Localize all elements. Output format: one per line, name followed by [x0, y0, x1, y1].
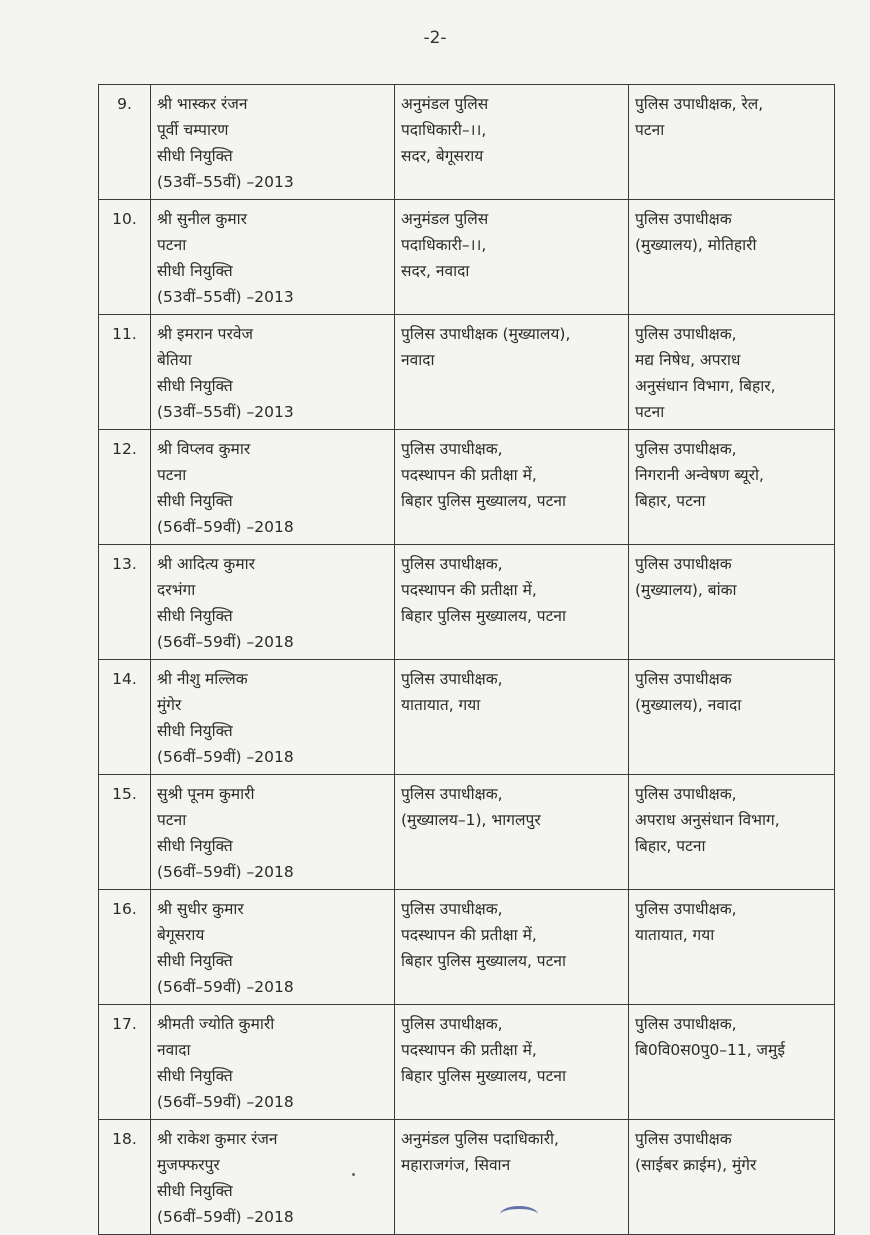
new-posting-cell — [629, 660, 835, 775]
new-posting-cell — [629, 1120, 835, 1235]
new-posting-line: (मुख्यालय), बांका — [635, 581, 737, 599]
current-posting-line: अनुमंडल पुलिस पदाधिकारी, — [401, 1130, 559, 1148]
new-posting-line: बिहार, पटना — [635, 492, 706, 510]
officer-name-line: श्री विप्लव कुमार — [157, 440, 251, 458]
new-posting-line: अनुसंधान विभाग, बिहार, — [635, 377, 776, 395]
new-posting-line: बिहार, पटना — [635, 837, 706, 855]
officer-name-line: (56वीं–59वीं) –2018 — [157, 748, 294, 766]
new-posting-line: पुलिस उपाधीक्षक — [635, 210, 732, 228]
table-row — [99, 890, 835, 1005]
table-row — [99, 430, 835, 545]
new-posting-line: पुलिस उपाधीक्षक, — [635, 900, 737, 918]
new-posting-line: पटना — [635, 403, 665, 421]
officer-name-cell — [151, 1005, 395, 1120]
current-posting-line: अनुमंडल पुलिस — [401, 210, 489, 228]
officer-name-line: पटना — [157, 236, 187, 254]
current-posting-line: बिहार पुलिस मुख्यालय, पटना — [401, 952, 567, 970]
current-posting-cell — [395, 85, 629, 200]
new-posting-cell — [629, 200, 835, 315]
new-posting-line: बि0वि0स0पु0–11, जमुई — [635, 1041, 785, 1059]
officer-name-line: श्री राकेश कुमार रंजन — [157, 1130, 278, 1148]
officer-name-line: (56वीं–59वीं) –2018 — [157, 1093, 294, 1111]
officer-name-line: सुश्री पूनम कुमारी — [157, 785, 255, 803]
table-row — [99, 545, 835, 660]
serial-number-cell: 16. — [99, 890, 151, 1005]
officer-name-line: (56वीं–59वीं) –2018 — [157, 1208, 294, 1226]
current-posting-line: पुलिस उपाधीक्षक, — [401, 785, 503, 803]
current-posting-line: नवादा — [401, 351, 435, 369]
officer-name-line: पूर्वी चम्पारण — [157, 121, 229, 139]
current-posting-line: पदस्थापन की प्रतीक्षा में, — [401, 466, 537, 484]
signature-mark — [500, 1206, 538, 1223]
officer-name-line: (56वीं–59वीं) –2018 — [157, 978, 294, 996]
officer-name-line: श्री आदित्य कुमार — [157, 555, 255, 573]
transfer-order-table — [98, 84, 835, 1235]
officer-name-cell — [151, 545, 395, 660]
new-posting-line: पुलिस उपाधीक्षक — [635, 1130, 732, 1148]
current-posting-line: सदर, बेगूसराय — [401, 147, 484, 165]
officer-name-line: श्री इमरान परवेज — [157, 325, 253, 343]
current-posting-line: पुलिस उपाधीक्षक, — [401, 670, 503, 688]
officer-name-cell — [151, 85, 395, 200]
new-posting-cell — [629, 890, 835, 1005]
serial-number-cell: 12. — [99, 430, 151, 545]
current-posting-line: पदाधिकारी–।।, — [401, 121, 487, 139]
serial-number-cell: 14. — [99, 660, 151, 775]
officer-name-cell — [151, 430, 395, 545]
new-posting-line: मद्य निषेध, अपराध — [635, 351, 741, 369]
officer-name-line: श्री सुनील कुमार — [157, 210, 247, 228]
table-row — [99, 660, 835, 775]
current-posting-line: बिहार पुलिस मुख्यालय, पटना — [401, 1067, 567, 1085]
new-posting-line: पुलिस उपाधीक्षक, — [635, 1015, 737, 1033]
new-posting-cell — [629, 85, 835, 200]
scan-speck — [352, 1173, 355, 1176]
current-posting-cell — [395, 430, 629, 545]
current-posting-line: पुलिस उपाधीक्षक, — [401, 1015, 503, 1033]
officer-name-line: सीधी नियुक्ति — [157, 377, 233, 395]
officer-name-line: (56वीं–59वीं) –2018 — [157, 633, 294, 651]
officer-name-line: सीधी नियुक्ति — [157, 1067, 233, 1085]
officer-name-cell — [151, 315, 395, 430]
current-posting-cell — [395, 545, 629, 660]
new-posting-cell — [629, 430, 835, 545]
officer-name-line: सीधी नियुक्ति — [157, 147, 233, 165]
current-posting-line: पुलिस उपाधीक्षक, — [401, 440, 503, 458]
officer-name-line: बेतिया — [157, 351, 192, 369]
officer-name-line: पटना — [157, 466, 187, 484]
current-posting-line: यातायात, गया — [401, 696, 481, 714]
officer-name-cell — [151, 775, 395, 890]
new-posting-line: निगरानी अन्वेषण ब्यूरो, — [635, 466, 764, 484]
current-posting-line: अनुमंडल पुलिस — [401, 95, 489, 113]
officer-name-cell — [151, 660, 395, 775]
officer-name-line: श्री नीशु मल्लिक — [157, 670, 248, 688]
current-posting-cell — [395, 1005, 629, 1120]
officer-name-line: (53वीं–55वीं) –2013 — [157, 288, 294, 306]
table-row — [99, 775, 835, 890]
serial-number-cell: 17. — [99, 1005, 151, 1120]
officer-name-line: श्री भास्कर रंजन — [157, 95, 248, 113]
current-posting-line: महाराजगंज, सिवान — [401, 1156, 511, 1174]
current-posting-line: पदस्थापन की प्रतीक्षा में, — [401, 581, 537, 599]
current-posting-line: बिहार पुलिस मुख्यालय, पटना — [401, 607, 567, 625]
page-number: -2- — [423, 28, 447, 48]
officer-name-line: पटना — [157, 811, 187, 829]
new-posting-line: पुलिस उपाधीक्षक, — [635, 785, 737, 803]
new-posting-line: (साईबर क्राईम), मुंगेर — [635, 1156, 757, 1174]
officer-name-line: श्री सुधीर कुमार — [157, 900, 244, 918]
new-posting-line: पुलिस उपाधीक्षक — [635, 555, 732, 573]
new-posting-line: पुलिस उपाधीक्षक, — [635, 440, 737, 458]
serial-number-cell: 18. — [99, 1120, 151, 1235]
officer-name-line: सीधी नियुक्ति — [157, 1182, 233, 1200]
officer-name-cell — [151, 1120, 395, 1235]
officer-name-line: (53वीं–55वीं) –2013 — [157, 403, 294, 421]
table-row — [99, 1005, 835, 1120]
serial-number-cell: 11. — [99, 315, 151, 430]
new-posting-cell — [629, 315, 835, 430]
current-posting-line: पुलिस उपाधीक्षक, — [401, 900, 503, 918]
officer-name-line: मुंगेर — [157, 696, 182, 714]
current-posting-cell — [395, 775, 629, 890]
officer-name-line: सीधी नियुक्ति — [157, 722, 233, 740]
current-posting-cell — [395, 890, 629, 1005]
current-posting-line: पदस्थापन की प्रतीक्षा में, — [401, 926, 537, 944]
officer-name-line: सीधी नियुक्ति — [157, 262, 233, 280]
new-posting-cell — [629, 775, 835, 890]
current-posting-cell — [395, 660, 629, 775]
current-posting-line: सदर, नवादा — [401, 262, 470, 280]
officer-name-line: (53वीं–55वीं) –2013 — [157, 173, 294, 191]
current-posting-cell — [395, 200, 629, 315]
current-posting-line: बिहार पुलिस मुख्यालय, पटना — [401, 492, 567, 510]
table-row — [99, 1120, 835, 1235]
serial-number-cell: 13. — [99, 545, 151, 660]
new-posting-line: यातायात, गया — [635, 926, 715, 944]
officer-name-line: सीधी नियुक्ति — [157, 492, 233, 510]
table-row — [99, 315, 835, 430]
officer-name-line: दरभंगा — [157, 581, 196, 599]
serial-number-cell: 15. — [99, 775, 151, 890]
officer-name-line: सीधी नियुक्ति — [157, 607, 233, 625]
officer-name-line: श्रीमती ज्योति कुमारी — [157, 1015, 275, 1033]
current-posting-line: पदाधिकारी–।।, — [401, 236, 487, 254]
officer-name-line: सीधी नियुक्ति — [157, 952, 233, 970]
serial-number-cell: 9. — [99, 85, 151, 200]
new-posting-line: (मुख्यालय), नवादा — [635, 696, 742, 714]
current-posting-line: पुलिस उपाधीक्षक, — [401, 555, 503, 573]
officer-name-cell — [151, 200, 395, 315]
officer-name-line: मुजफ्फरपुर — [157, 1156, 220, 1174]
table-row — [99, 85, 835, 200]
officer-name-line: (56वीं–59वीं) –2018 — [157, 518, 294, 536]
new-posting-line: (मुख्यालय), मोतिहारी — [635, 236, 757, 254]
officer-name-line: (56वीं–59वीं) –2018 — [157, 863, 294, 881]
new-posting-line: पुलिस उपाधीक्षक — [635, 670, 732, 688]
new-posting-line: पटना — [635, 121, 665, 139]
table-row — [99, 200, 835, 315]
new-posting-cell — [629, 1005, 835, 1120]
current-posting-line: पदस्थापन की प्रतीक्षा में, — [401, 1041, 537, 1059]
officer-name-line: नवादा — [157, 1041, 191, 1059]
current-posting-line: पुलिस उपाधीक्षक (मुख्यालय), — [401, 325, 571, 343]
table-body — [99, 85, 835, 1235]
current-posting-cell — [395, 315, 629, 430]
officer-name-line: सीधी नियुक्ति — [157, 837, 233, 855]
new-posting-cell — [629, 545, 835, 660]
new-posting-line: पुलिस उपाधीक्षक, रेल, — [635, 95, 764, 113]
officer-name-cell — [151, 890, 395, 1005]
new-posting-line: अपराध अनुसंधान विभाग, — [635, 811, 780, 829]
current-posting-line: (मुख्यालय–1), भागलपुर — [401, 811, 541, 829]
officer-name-line: बेगूसराय — [157, 926, 205, 944]
serial-number-cell: 10. — [99, 200, 151, 315]
new-posting-line: पुलिस उपाधीक्षक, — [635, 325, 737, 343]
